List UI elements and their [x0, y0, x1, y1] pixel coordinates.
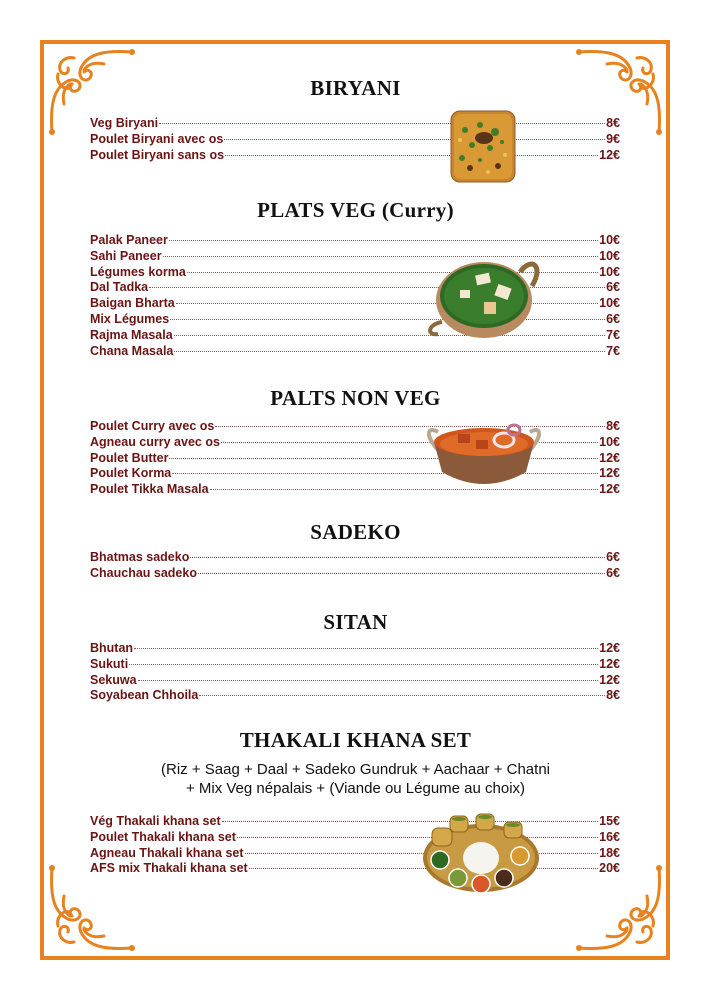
item-price: 10€	[599, 296, 620, 311]
thakali-description-line-2: + Mix Veg népalais + (Viande ou Légume au choix)	[185, 780, 526, 797]
section-title-thakali: THAKALI KHANA SET	[239, 728, 472, 752]
chicken-curry-bowl-photo	[422, 420, 546, 492]
menu-item	[90, 132, 620, 148]
item-price: 7€	[606, 327, 620, 342]
item-price: 18€	[599, 845, 620, 860]
item-name: Poulet Biryani sans os	[90, 147, 225, 162]
leader-dots	[224, 139, 605, 140]
leader-dots	[174, 351, 605, 352]
item-name: Poulet Tikka Masala	[90, 482, 209, 497]
menu-item	[90, 673, 620, 689]
item-price: 12€	[599, 482, 620, 497]
item-name: Chana Masala	[90, 343, 174, 358]
section-items-sitan	[90, 641, 620, 704]
leader-dots	[198, 573, 605, 574]
leader-dots	[134, 648, 598, 649]
leader-dots	[129, 664, 598, 665]
item-name: Poulet Butter	[90, 450, 169, 465]
item-name: Dal Tadka	[90, 280, 149, 295]
leader-dots	[237, 837, 598, 838]
item-name: Vég Thakali khana set	[90, 814, 221, 828]
menu-item	[90, 566, 620, 582]
leader-dots	[159, 123, 605, 124]
section-items-biryani	[90, 116, 620, 163]
item-price: 12€	[599, 466, 620, 481]
item-price: 10€	[599, 233, 620, 247]
item-price: 10€	[599, 264, 620, 279]
leader-dots	[190, 557, 605, 558]
item-price: 20€	[599, 861, 620, 876]
item-name: Mix Légumes	[90, 311, 170, 326]
leader-dots	[225, 155, 598, 156]
item-name: Poulet Thakali khana set	[90, 829, 236, 844]
menu-item	[90, 116, 620, 132]
item-name: Poulet Biryani avec os	[90, 131, 224, 146]
item-price: 12€	[599, 656, 620, 671]
item-name: Légumes korma	[90, 264, 186, 279]
item-price: 12€	[599, 450, 620, 465]
item-price: 8€	[606, 116, 620, 130]
section-title-biryani: BIRYANI	[310, 76, 401, 100]
thakali-description-line-1: (Riz + Saag + Daal + Sadeko Gundruk + Aachaar + Chatni	[161, 761, 550, 778]
item-price: 6€	[606, 280, 620, 295]
item-name: Chauchau sadeko	[90, 565, 197, 580]
item-name: Sahi Paneer	[90, 248, 162, 263]
item-name: Palak Paneer	[90, 233, 168, 247]
biryani-photo	[450, 110, 516, 183]
item-name: Rajma Masala	[90, 327, 173, 342]
item-price: 15€	[599, 814, 620, 828]
item-name: Agneau curry avec os	[90, 434, 220, 449]
item-name: Sekuwa	[90, 672, 137, 687]
item-price: 9€	[606, 131, 620, 146]
menu-item	[90, 688, 620, 704]
item-name: Agneau Thakali khana set	[90, 845, 244, 860]
item-name: Veg Biryani	[90, 116, 159, 130]
menu-item	[90, 550, 620, 566]
item-price: 10€	[599, 434, 620, 449]
item-price: 6€	[606, 550, 620, 564]
item-name: Bhutan	[90, 641, 134, 655]
menu-item	[90, 148, 620, 164]
section-title-non-veg: PALTS NON VEG	[270, 386, 441, 410]
item-name: Poulet Korma	[90, 466, 172, 481]
item-price: 7€	[606, 343, 620, 358]
item-name: AFS mix Thakali khana set	[90, 861, 248, 876]
leader-dots	[169, 240, 598, 241]
section-items-sadeko	[90, 550, 620, 582]
item-price: 8€	[606, 419, 620, 433]
item-price: 16€	[599, 829, 620, 844]
menu-item	[90, 641, 620, 657]
thakali-thali-plate-photo	[420, 812, 542, 894]
menu-item	[90, 233, 620, 249]
item-name: Sukuti	[90, 656, 129, 671]
section-title-sitan: SITAN	[323, 610, 388, 634]
item-price: 10€	[599, 248, 620, 263]
item-price: 8€	[606, 688, 620, 703]
item-name: Baigan Bharta	[90, 296, 175, 311]
menu-item	[90, 344, 620, 360]
leader-dots	[215, 426, 605, 427]
item-name: Poulet Curry avec os	[90, 419, 215, 433]
leader-dots	[138, 680, 599, 681]
item-price: 12€	[599, 672, 620, 687]
item-price: 12€	[599, 641, 620, 655]
section-title-plats-veg: PLATS VEG (Curry)	[257, 198, 454, 222]
item-price: 12€	[599, 147, 620, 162]
item-price: 6€	[606, 565, 620, 580]
leader-dots	[199, 695, 605, 696]
palak-paneer-bowl-photo	[424, 252, 544, 344]
item-price: 6€	[606, 311, 620, 326]
menu-item	[90, 657, 620, 673]
item-name: Bhatmas sadeko	[90, 550, 190, 564]
item-name: Soyabean Chhoila	[90, 688, 199, 703]
section-title-sadeko: SADEKO	[310, 520, 401, 544]
